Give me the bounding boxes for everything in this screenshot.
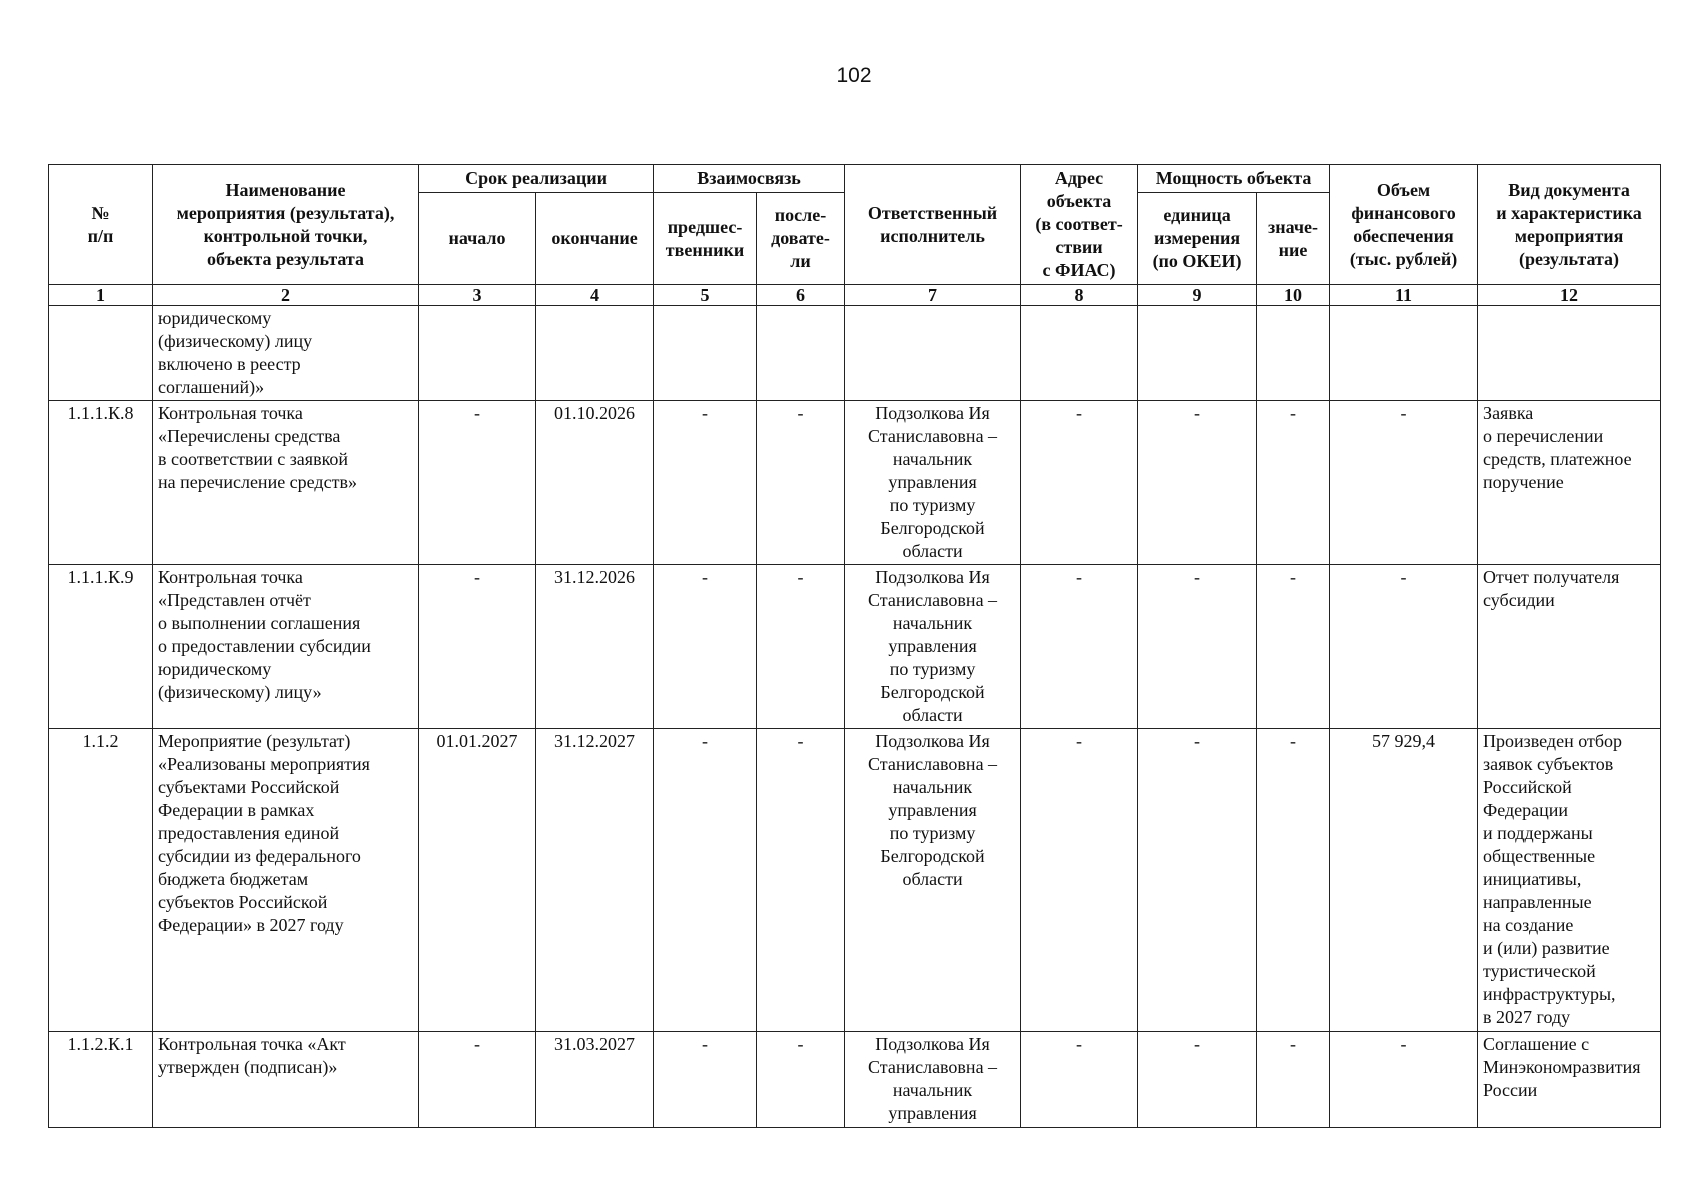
cell-start: - (419, 401, 536, 565)
table-row (49, 565, 1661, 729)
cell-end (536, 306, 654, 401)
column-number: 10 (1257, 285, 1330, 306)
cell-document: Заявка о перечислении средств, платежное поручение (1478, 401, 1661, 565)
cell-value: - (1257, 729, 1330, 1032)
cell-responsible: Подзолкова Ия Станиславовна – начальник управления (845, 1032, 1021, 1128)
table-row (49, 401, 1661, 565)
cell-unit: - (1138, 729, 1257, 1032)
cell-succ: - (757, 1032, 845, 1128)
cell-succ (757, 306, 845, 401)
column-number: 1 (49, 285, 153, 306)
cell-name: Контрольная точка «Перечислены средства в соответствии с заявкой на перечисление средств» (153, 401, 419, 565)
cell-name: Контрольная точка «Акт утвержден (подписан)» (153, 1032, 419, 1128)
column-number: 9 (1138, 285, 1257, 306)
header-predecessors: предшес- твенники (654, 193, 757, 285)
cell-unit: - (1138, 565, 1257, 729)
cell-pred: - (654, 401, 757, 565)
cell-value: - (1257, 401, 1330, 565)
header-document: Вид документа и характеристика мероприятия (результата) (1478, 165, 1661, 285)
cell-finance: - (1330, 1032, 1478, 1128)
cell-finance: 57 929,4 (1330, 729, 1478, 1032)
cell-end: 31.03.2027 (536, 1032, 654, 1128)
cell-pred (654, 306, 757, 401)
cell-num: 1.1.1.К.9 (49, 565, 153, 729)
cell-responsible (845, 306, 1021, 401)
cell-value: - (1257, 565, 1330, 729)
header-successors: после- довате- ли (757, 193, 845, 285)
cell-num: 1.1.1.К.8 (49, 401, 153, 565)
cell-finance: - (1330, 401, 1478, 565)
cell-unit (1138, 306, 1257, 401)
plan-table (48, 164, 1661, 1128)
column-number: 11 (1330, 285, 1478, 306)
cell-unit: - (1138, 1032, 1257, 1128)
cell-document (1478, 306, 1661, 401)
column-number: 4 (536, 285, 654, 306)
cell-document: Произведен отбор заявок субъектов Российской Федерации и поддержаны общественные инициативы, направленные на создание и (или) развитие туристической инфраструктуры, в 2027 году (1478, 729, 1661, 1032)
column-number: 2 (153, 285, 419, 306)
cell-finance: - (1330, 565, 1478, 729)
cell-end: 31.12.2027 (536, 729, 654, 1032)
table-row (49, 306, 1661, 401)
cell-pred: - (654, 565, 757, 729)
cell-responsible: Подзолкова Ия Станиславовна – начальник управления по туризму Белгородской области (845, 729, 1021, 1032)
cell-start: 01.01.2027 (419, 729, 536, 1032)
cell-address: - (1021, 1032, 1138, 1128)
column-number: 6 (757, 285, 845, 306)
header-period: Срок реализации (419, 165, 654, 193)
cell-document: Соглашение с Минэкономразвития России (1478, 1032, 1661, 1128)
header-address: Адрес объекта (в соответ- ствии с ФИАС) (1021, 165, 1138, 285)
header-unit: единица измерения (по ОКЕИ) (1138, 193, 1257, 285)
header-finance: Объем финансового обеспечения (тыс. рублей) (1330, 165, 1478, 285)
cell-address: - (1021, 565, 1138, 729)
cell-responsible: Подзолкова Ия Станиславовна – начальник управления по туризму Белгородской области (845, 565, 1021, 729)
header-value: значе- ние (1257, 193, 1330, 285)
column-number: 12 (1478, 285, 1661, 306)
cell-end: 01.10.2026 (536, 401, 654, 565)
cell-succ: - (757, 729, 845, 1032)
header-end: окончание (536, 193, 654, 285)
cell-address: - (1021, 401, 1138, 565)
cell-succ: - (757, 565, 845, 729)
column-number: 3 (419, 285, 536, 306)
cell-name: юридическому (физическому) лицу включено в реестр соглашений)» (153, 306, 419, 401)
cell-document: Отчет получателя субсидии (1478, 565, 1661, 729)
cell-responsible: Подзолкова Ия Станиславовна – начальник управления по туризму Белгородской области (845, 401, 1021, 565)
column-number: 7 (845, 285, 1021, 306)
table-row (49, 1032, 1661, 1128)
table-row (49, 729, 1661, 1032)
cell-start: - (419, 1032, 536, 1128)
page-number: 102 (836, 64, 872, 87)
cell-value: - (1257, 1032, 1330, 1128)
cell-succ: - (757, 401, 845, 565)
header-name: Наименование мероприятия (результата), контрольной точки, объекта результата (153, 165, 419, 285)
cell-finance (1330, 306, 1478, 401)
cell-address (1021, 306, 1138, 401)
column-number: 8 (1021, 285, 1138, 306)
cell-pred: - (654, 729, 757, 1032)
cell-value (1257, 306, 1330, 401)
cell-num: 1.1.2.К.1 (49, 1032, 153, 1128)
header-link: Взаимосвязь (654, 165, 845, 193)
cell-num: 1.1.2 (49, 729, 153, 1032)
cell-end: 31.12.2026 (536, 565, 654, 729)
cell-start: - (419, 565, 536, 729)
header-start: начало (419, 193, 536, 285)
header-capacity: Мощность объекта (1138, 165, 1330, 193)
header-num: № п/п (49, 165, 153, 285)
cell-unit: - (1138, 401, 1257, 565)
cell-num (49, 306, 153, 401)
cell-start (419, 306, 536, 401)
column-number: 5 (654, 285, 757, 306)
cell-name: Мероприятие (результат) «Реализованы мероприятия субъектами Российской Федерации в рамках предоставления единой субсидии из федерального бюджета бюджетам субъектов Российской Федерации» в 2027 году (153, 729, 419, 1032)
cell-pred: - (654, 1032, 757, 1128)
cell-address: - (1021, 729, 1138, 1032)
header-responsible: Ответственный исполнитель (845, 165, 1021, 285)
cell-name: Контрольная точка «Представлен отчёт о выполнении соглашения о предоставлении субсидии юридическому (физическому) лицу» (153, 565, 419, 729)
